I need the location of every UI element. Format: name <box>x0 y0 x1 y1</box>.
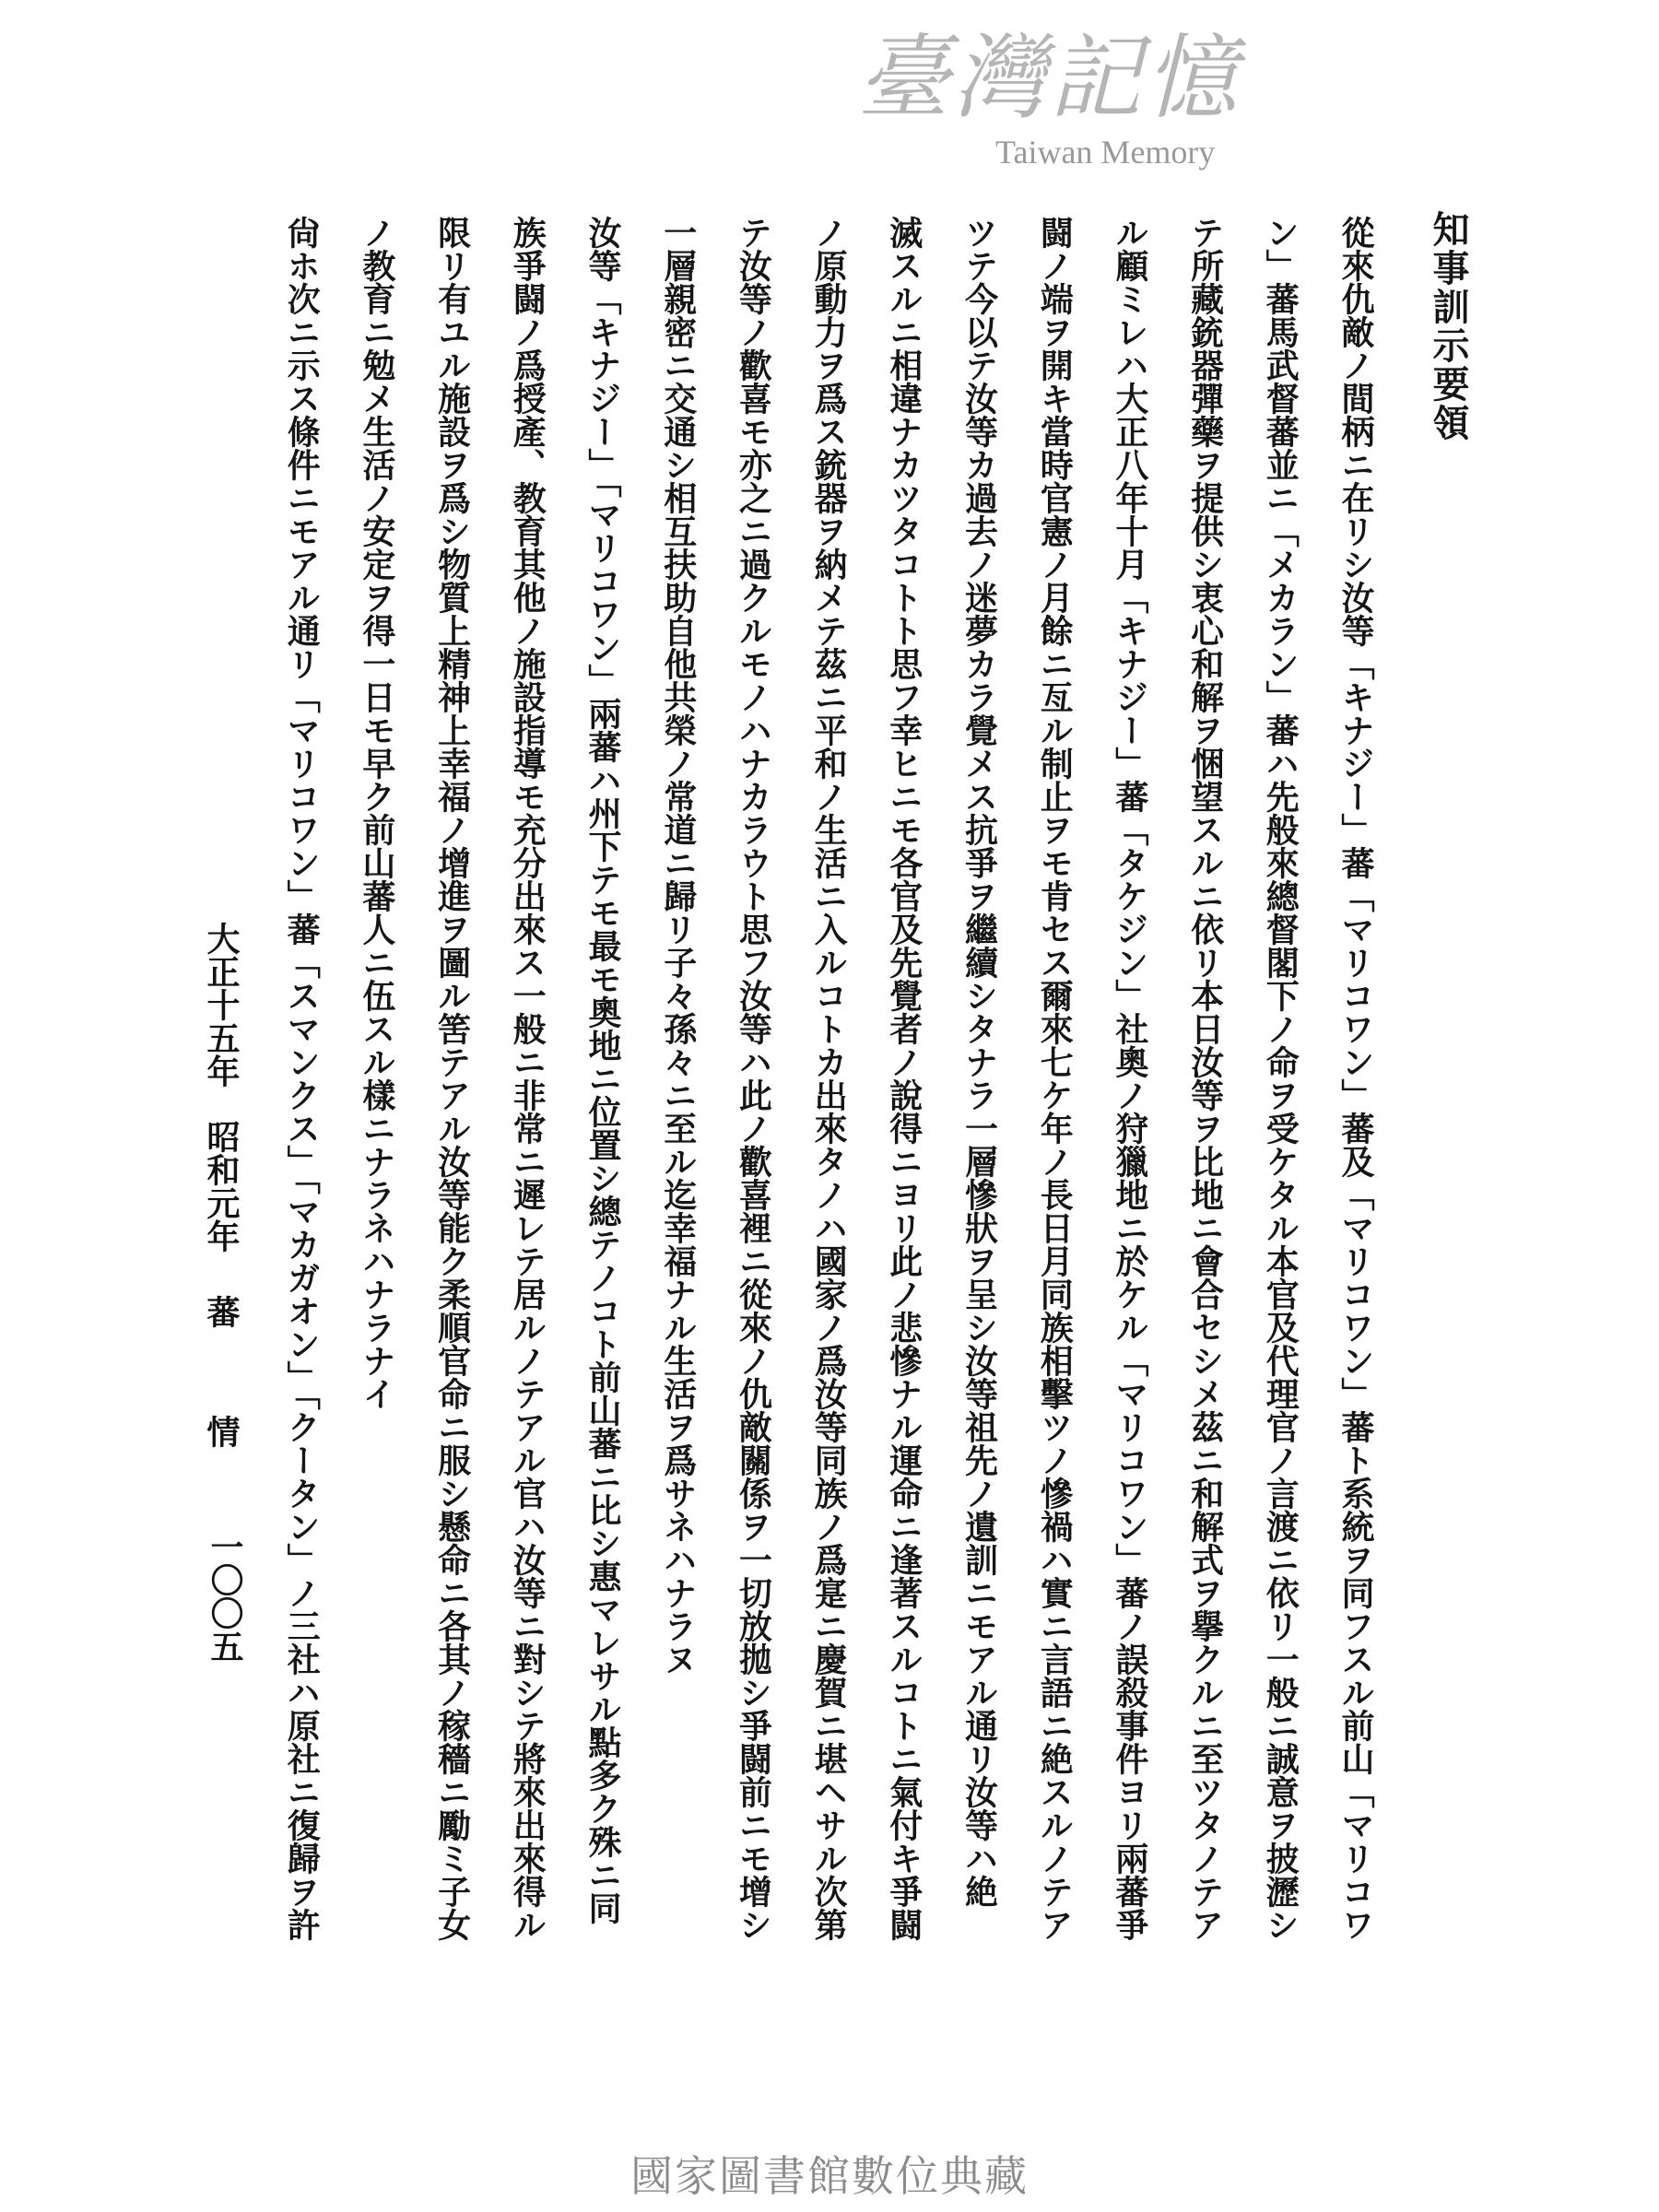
watermark-logo-en: Taiwan Memory <box>995 134 1216 171</box>
text-column: 從來仇敵ノ間柄ニ在リシ汝等「キナジー」蕃「マリコワン」蕃及「マリコワン」蕃ト系統ヲ同フスル前山「マリコワ <box>1336 216 1375 1941</box>
text-column: ル顧ミレハ大正八年十月「キナジー」蕃「タケジン」社奧ノ狩獵地ニ於ケル「マリコワン」蕃ノ誤殺事件ヨリ兩蕃爭 <box>1110 216 1149 1941</box>
text-column: 闘ノ端ヲ開キ當時官憲ノ月餘ニ亙ル制止ヲモ肯セス爾來七ケ年ノ長日月同族相擊ツノ慘禍ハ實ニ言語ニ絶スルノテア <box>1035 216 1075 1941</box>
text-column: 尙ホ次ニ示ス條件ニモアル通リ「マリコワン」蕃「スマンクス」「マカガオン」「クータン」ノ三社ハ原社ニ復歸ヲ許 <box>282 216 322 1941</box>
document-title: 知事訓示要領 <box>1427 210 1470 442</box>
text-column: ノ教育ニ勉メ生活ノ安定ヲ得一日モ早ク前山蕃人ニ伍スル樣ニナラネハナラナイ <box>357 216 396 1410</box>
text-column: ン」蕃馬武督蕃並ニ「メカラン」蕃ハ先般來總督閣下ノ命ヲ受ケタル本官及代理官ノ言渡ニ依リ一般ニ誠意ヲ披瀝シ <box>1261 216 1300 1941</box>
page-number: 一〇〇五 <box>206 1530 244 1663</box>
footer-era-taisho: 大正十五年 <box>202 922 241 1088</box>
footer-era-showa: 昭和元年 <box>202 1120 241 1253</box>
text-column: 限リ有ユル施設ヲ爲シ物質上精神上幸福ノ增進ヲ圖ル筈テアル汝等能ク柔順官命ニ服シ懸命ニ各其ノ稼穡ニ勵ミ子女 <box>432 216 472 1941</box>
text-column: 一層親密ニ交通シ相互扶助自他共榮ノ常道ニ歸リ子々孫々ニ至ル迄幸福ナル生活ヲ爲サネハナラヌ <box>658 216 698 1676</box>
text-column: 族爭闘ノ爲授產、教育其他ノ施設指導モ充分出來ス一般ニ非常ニ遲レテ居ルノテアル官ハ汝等ニ對シテ將來出來得ル <box>508 216 547 1941</box>
text-column: テ汝等ノ歡喜モ亦之ニ過クルモノハナカラウト思フ汝等ハ此ノ歡喜裡ニ從來ノ仇敵關係ヲ一切放拋シ爭闘前ニモ增シ <box>734 216 773 1941</box>
archive-label: 國家圖書館數位典藏 <box>630 2151 1029 2201</box>
footer-section-1: 蕃 <box>202 1295 241 1328</box>
text-column: ノ原動力ヲ爲ス銃器ヲ納メテ茲ニ平和ノ生活ニ入ルコトカ出來タノハ國家ノ爲汝等同族ノ爲寔ニ慶賀ニ堪ヘサル次第 <box>809 216 849 1941</box>
text-column: 滅スルニ相違ナカツタコトト思フ幸ヒニモ各官及先覺者ノ說得ニヨリ此ノ悲慘ナル運命ニ逢著スルコトニ氣付キ爭闘 <box>884 216 924 1941</box>
footer-section-2: 情 <box>202 1415 241 1448</box>
watermark-logo: 臺灣記憶 <box>857 24 1241 132</box>
text-column: 汝等「キナジー」「マリコワン」兩蕃ハ州下テモ最モ奧地ニ位置シ總テノコト前山蕃ニ比シ惠マレサル點多ク殊ニ同 <box>583 216 622 1924</box>
text-column: ツテ今以テ汝等カ過去ノ迷夢カラ覺メス抗爭ヲ繼續シタナラ一層慘狀ヲ呈シ汝等祖先ノ遺訓ニモアル通リ汝等ハ絶 <box>959 216 999 1908</box>
text-column: テ所藏銃器彈藥ヲ提供シ衷心和解ヲ悃望スルニ依リ本日汝等ヲ比地ニ會合セシメ茲ニ和解式ヲ擧クルニ至ツタノテア <box>1185 216 1225 1941</box>
